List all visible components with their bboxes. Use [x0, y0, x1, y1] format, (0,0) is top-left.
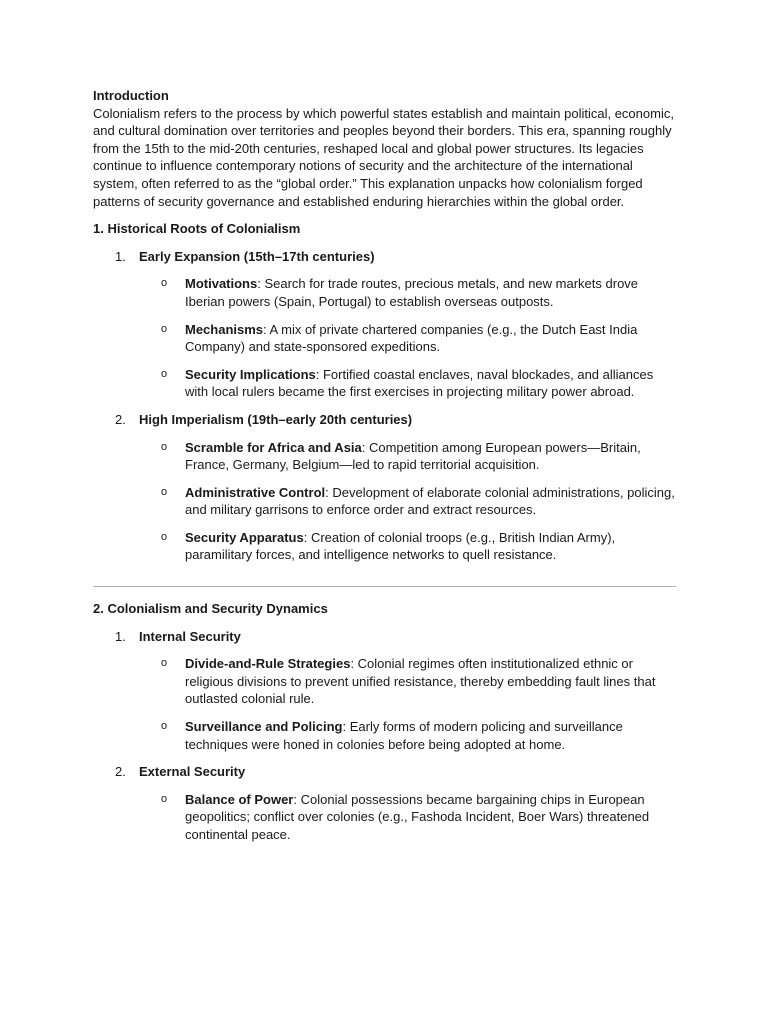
bullet-text: : Colonial possessions became bargaining chips in European geopolitics; conflict over colonies (e.g., Fashoda Incident, Boer Wars) threatened continental peace. — [185, 791, 650, 842]
list-item — [93, 529, 676, 564]
bullet-text: : Search for trade routes, precious metals, and new markets drove Iberian powers (Spain, Portugal) to establish overseas outposts. — [185, 276, 639, 309]
intro-paragraph: Colonialism refers to the process by which powerful states establish and maintain political, economic, and cultural domination over territories and peoples beyond their borders. This era, spanning roughly from the 15th to the mid-20th centuries, reshaped local and global power structures. Its legacies continue to influence contemporary notions of security and the architecture of the international system, often referred to as the “global order.” This explanation unpacks how colonialism forged patterns of security governance and established enduring hierarchies within the global order. — [93, 105, 674, 209]
bullet-term: Security Apparatus — [185, 529, 304, 545]
bullet-text: : Colonial regimes often institutionalized ethnic or religious divisions to prevent unified resistance, thereby embedding fault lines that outlasted colonial rule. — [185, 656, 656, 707]
bullet-marker: o — [161, 440, 168, 453]
bullet-marker: o — [161, 277, 168, 290]
bullet-list — [93, 655, 676, 753]
bullet-term: Mechanisms — [185, 321, 264, 337]
subsection-internal-security — [93, 628, 676, 754]
subsection-number: 1. — [115, 628, 126, 644]
subsection-title: External Security — [139, 764, 246, 780]
bullet-term: Surveillance and Policing — [185, 719, 343, 735]
intro-heading: Introduction — [93, 88, 169, 103]
subsection-number: 2. — [115, 411, 126, 427]
bullet-marker: o — [161, 657, 168, 670]
list-item — [93, 366, 676, 401]
bullet-term: Motivations — [185, 276, 258, 292]
bullet-marker: o — [161, 367, 168, 380]
list-item — [93, 275, 676, 310]
list-item — [93, 655, 676, 708]
section-heading: 1. Historical Roots of Colonialism — [93, 221, 301, 237]
subsection-external-security — [93, 763, 676, 843]
list-item — [93, 791, 676, 844]
subsection-number: 2. — [115, 764, 126, 780]
bullet-text: : Early forms of modern policing and surveillance techniques were honed in colonies before being adopted at home. — [185, 719, 623, 752]
bullet-term: Scramble for Africa and Asia — [185, 439, 362, 455]
bullet-term: Divide-and-Rule Strategies — [185, 656, 351, 672]
section-historical-roots — [93, 220, 676, 564]
bullet-list — [93, 791, 676, 844]
subsection-title: Internal Security — [139, 628, 241, 644]
bullet-term: Administrative Control — [185, 484, 326, 500]
subsection-title: Early Expansion (15th–17th centuries) — [139, 248, 375, 264]
bullet-text: : Development of elaborate colonial administrations, policing, and military garrisons to enforce order and extract resources. — [185, 484, 675, 518]
subsection-number: 1. — [115, 248, 126, 264]
list-item — [93, 484, 676, 519]
bullet-term: Balance of Power — [185, 791, 294, 807]
bullet-term: Security Implications — [185, 366, 316, 382]
bullet-text: : A mix of private chartered companies (e.g., the Dutch East India Company) and state-sponsored expeditions. — [185, 321, 638, 355]
section-divider — [93, 586, 676, 587]
bullet-marker: o — [161, 792, 168, 805]
section-heading: 2. Colonialism and Security Dynamics — [93, 601, 328, 617]
bullet-marker: o — [161, 322, 168, 335]
bullet-list — [93, 439, 676, 565]
bullet-marker: o — [161, 720, 168, 733]
subsection-early-expansion — [93, 248, 676, 401]
list-item — [93, 321, 676, 356]
subsection-high-imperialism — [93, 411, 676, 564]
bullet-text: : Competition among European powers—Britain, France, Germany, Belgium—led to rapid territorial acquisition. — [185, 439, 641, 473]
section-security-dynamics — [93, 600, 676, 844]
subsection-title: High Imperialism (19th–early 20th centuries) — [139, 411, 413, 427]
list-item — [93, 439, 676, 474]
bullet-text: : Creation of colonial troops (e.g., British Indian Army), paramilitary forces, and intelligence networks to quell resistance. — [185, 529, 616, 563]
bullet-text: : Fortified coastal enclaves, naval blockades, and alliances with local rulers became the first exercises in projecting military power abroad. — [185, 366, 654, 400]
bullet-marker: o — [161, 530, 168, 543]
bullet-list — [93, 275, 676, 401]
bullet-marker: o — [161, 485, 168, 498]
list-item — [93, 718, 676, 753]
document-body — [93, 87, 676, 854]
